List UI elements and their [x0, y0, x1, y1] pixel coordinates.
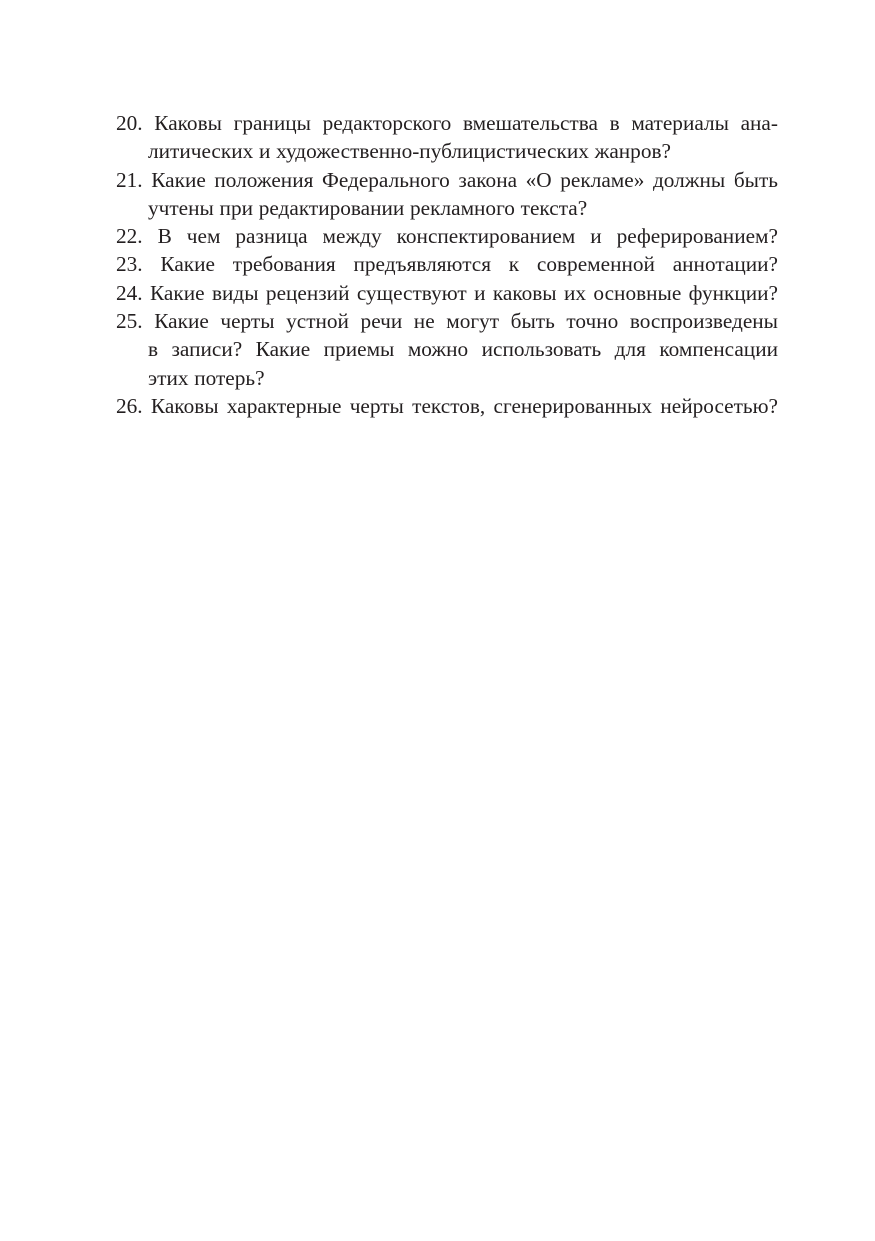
question-line: [116, 222, 778, 250]
question-text: Каковы характерные черты текстов, сгенерированных нейросетью?: [150, 393, 778, 418]
question-text: Какие положения Федерального закона «О рекламе» должны быть: [151, 167, 778, 192]
question-item: [116, 307, 778, 392]
question-line: [116, 307, 778, 335]
question-line: [116, 109, 778, 137]
question-line-continued: литических и художественно-публицистических жанров?: [148, 139, 671, 164]
question-number: 20.: [116, 111, 143, 135]
question-line: [116, 250, 778, 278]
question-number: 25.: [116, 309, 143, 334]
question-number: 22.: [116, 224, 143, 249]
question-line-continued: в записи? Какие приемы можно использовать для компенсации: [148, 337, 778, 362]
question-item: [116, 166, 778, 223]
question-text: Каковы границы редакторского вмешательства в материалы ана-: [154, 111, 778, 135]
question-line: [116, 392, 778, 420]
question-line-continued: этих потерь?: [148, 365, 265, 390]
question-text: Какие требования предъявляются к современной аннотации?: [160, 252, 778, 277]
question-text: Какие черты устной речи не могут быть точно воспроизведены: [154, 309, 778, 334]
question-number: 26.: [116, 393, 143, 418]
question-number: 23.: [116, 252, 143, 277]
question-list: [116, 109, 778, 420]
question-line-continued: учтены при редактировании рекламного текста?: [148, 195, 588, 220]
question-item: [116, 392, 778, 420]
question-number: 24.: [116, 280, 143, 305]
question-text: В чем разница между конспектированием и реферированием?: [157, 224, 778, 249]
question-item: [116, 109, 778, 166]
question-item: [116, 250, 778, 278]
question-item: [116, 222, 778, 250]
question-number: 21.: [116, 167, 143, 192]
question-item: [116, 279, 778, 307]
question-line: [116, 166, 778, 194]
question-text: Какие виды рецензий существуют и каковы их основные функции?: [150, 280, 778, 305]
question-line: [116, 279, 778, 307]
